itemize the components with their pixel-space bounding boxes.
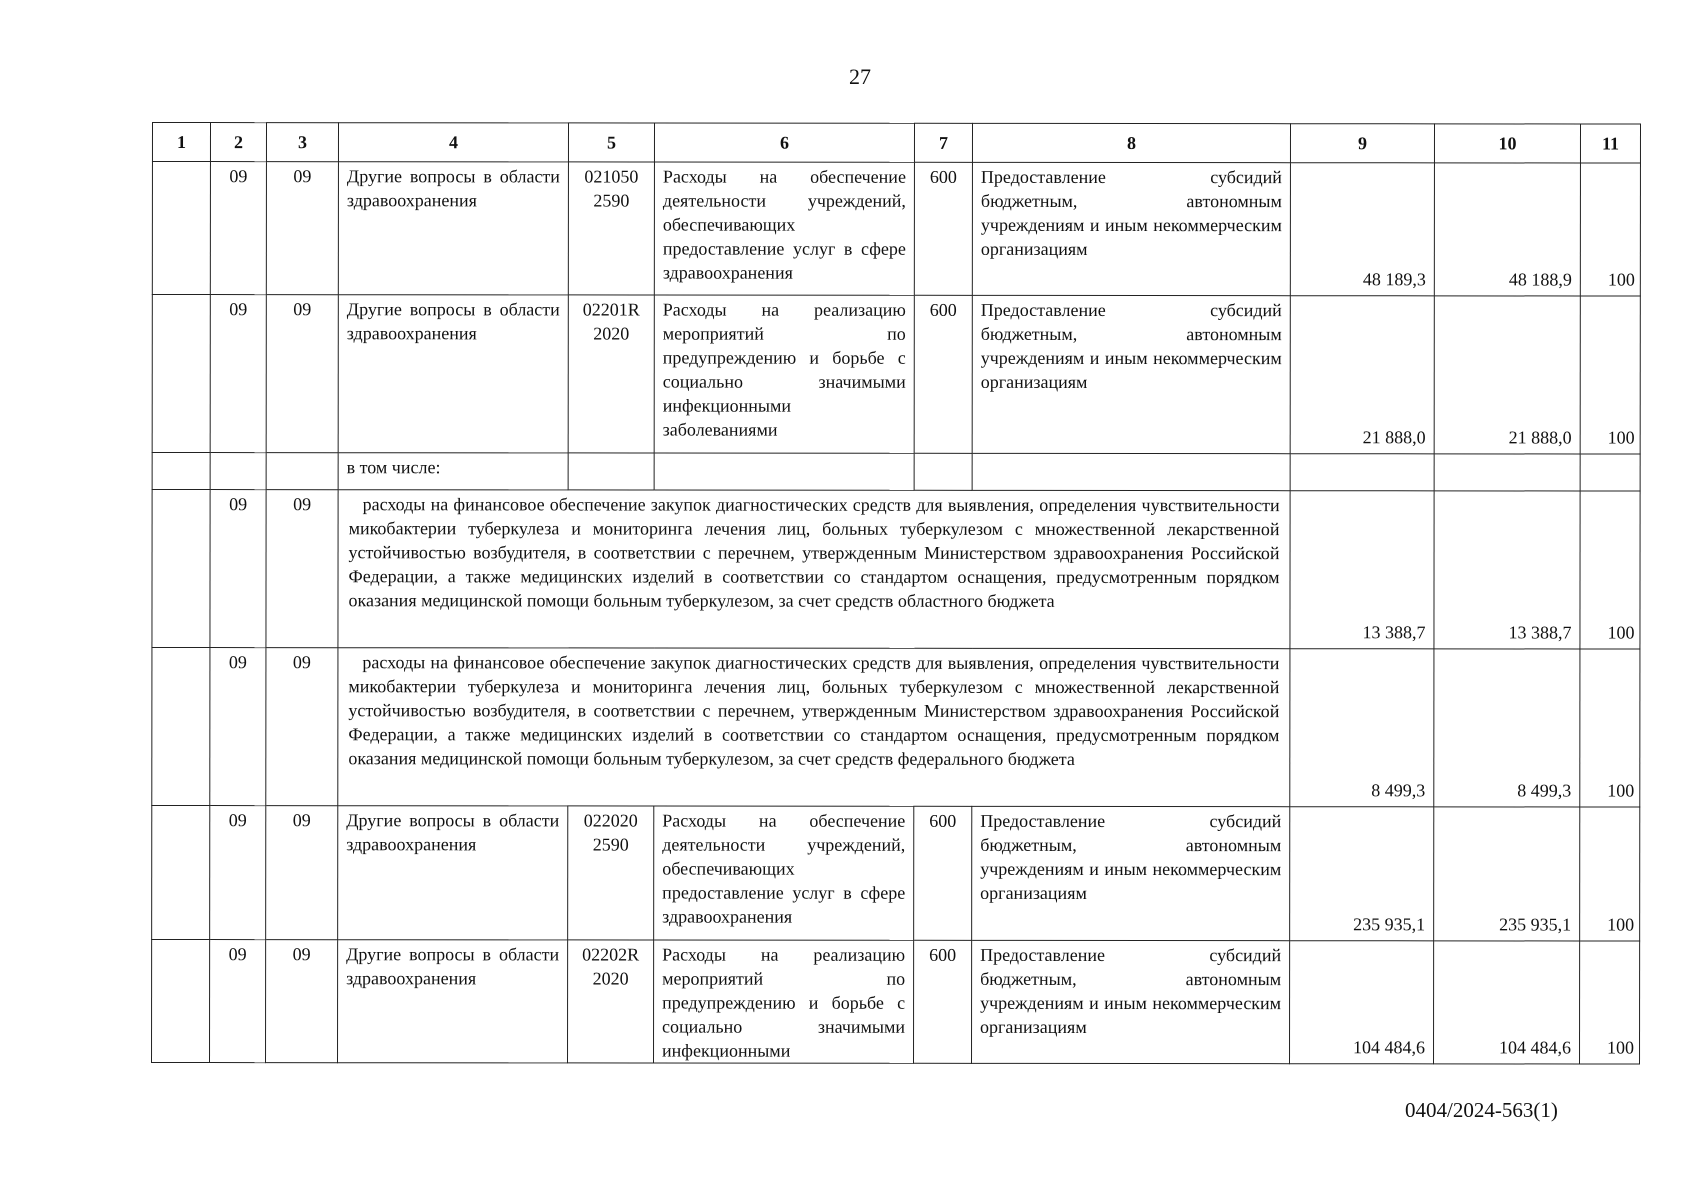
table-row [152, 295, 1640, 455]
cell-empty [152, 453, 210, 490]
cell-expense-type: 600 [914, 940, 972, 1063]
cell-subsection: 09 [266, 295, 338, 453]
cell-section: 09 [210, 806, 266, 940]
table-row [152, 162, 1640, 297]
cell-percent: 100 [1580, 163, 1640, 296]
cell-target-code: 02202R 2020 [568, 940, 654, 1063]
cell-empty [914, 453, 972, 490]
cell-actual-amount: 104 484,6 [1434, 941, 1580, 1064]
cell-target-name: Расходы на обеспечение деятельности учреждений, обеспечивающих предоставление услуг в сфере здравоохранения [654, 806, 914, 940]
cell-section: 09 [210, 940, 266, 1063]
cell-percent: 100 [1580, 807, 1640, 941]
cell-actual-amount: 21 888,0 [1434, 296, 1580, 454]
cell-empty [972, 453, 1290, 490]
cell-description [338, 490, 1290, 649]
cell-plan-amount: 13 388,7 [1290, 491, 1434, 649]
table-row [152, 490, 1640, 650]
cell-description [338, 648, 1290, 807]
table-row [152, 453, 1640, 492]
col-header: 2 [210, 123, 266, 162]
cell-expense-type-name: Предоставление субсидий бюджетным, автономным учреждениям и иным некоммерческим организациям [972, 162, 1290, 295]
cell-target-code: 021050 2590 [568, 162, 654, 295]
cell-subsection: 09 [266, 490, 338, 648]
col-header: 9 [1290, 124, 1434, 163]
cell-percent: 100 [1580, 296, 1640, 454]
cell-actual-amount: 8 499,3 [1434, 649, 1580, 807]
description-text: расходы на финансовое обеспечение закупок диагностических средств для выявления, определения чувствительности микобактерии туберкулеза и мониторинга лечения лиц, больных туберкулезом с множественной лекарственной устойчивостью возбудителя, в соответствии с перечнем, утвержденным Министерством здравоохранения Российской Федерации, а также медицинских изделий в соответствии со стандартом оснащения, предусмотренным порядком оказания медицинской помощи больным туберкулезом, за счет средств областного бюджета [348, 494, 1280, 611]
cell-expense-type-name: Предоставление субсидий бюджетным, автономным учреждениям и иным некоммерческим организациям [972, 806, 1290, 940]
cell-subsection: 09 [266, 940, 338, 1063]
cell-empty [210, 453, 266, 490]
cell-plan-amount: 235 935,1 [1290, 807, 1434, 941]
cell-empty [152, 648, 210, 806]
cell-expense-type: 600 [914, 295, 972, 453]
cell-target-code: 022020 2590 [568, 806, 654, 940]
cell-empty [1290, 454, 1434, 491]
col-header: 8 [972, 123, 1290, 162]
cell-empty [152, 806, 210, 940]
col-header: 7 [914, 123, 972, 162]
cell-plan-amount: 21 888,0 [1290, 296, 1434, 454]
cell-empty [568, 453, 654, 490]
table-row [152, 806, 1640, 942]
cell-actual-amount: 13 388,7 [1434, 491, 1580, 649]
cell-subsection: 09 [266, 648, 338, 806]
cell-section: 09 [210, 295, 266, 453]
table-row [152, 940, 1640, 1065]
cell-including-label: в том числе: [338, 453, 568, 490]
cell-subsection: 09 [266, 162, 338, 295]
col-header: 11 [1580, 124, 1640, 163]
cell-empty [152, 162, 210, 295]
cell-actual-amount: 48 188,9 [1434, 163, 1580, 296]
cell-empty [152, 490, 210, 648]
table-header-row [152, 123, 1640, 164]
cell-plan-amount: 8 499,3 [1290, 649, 1434, 807]
cell-target-name: Расходы на обеспечение деятельности учреждений, обеспечивающих предоставление услуг в сфере здравоохранения [654, 162, 914, 295]
cell-percent: 100 [1580, 649, 1640, 807]
col-header: 6 [654, 123, 914, 162]
col-header: 3 [266, 123, 338, 162]
cell-target-name: Расходы на реализацию мероприятий по предупреждению и борьбе с социально значимыми инфекционными [654, 940, 914, 1063]
cell-target-name: Расходы на реализацию мероприятий по предупреждению и борьбе с социально значимыми инфекционными заболеваниями [654, 295, 914, 453]
cell-section: 09 [210, 162, 266, 295]
col-header: 4 [338, 123, 568, 162]
table-row [152, 648, 1640, 808]
cell-section-name: Другие вопросы в области здравоохранения [338, 806, 568, 940]
cell-empty [1580, 454, 1640, 491]
cell-section-name: Другие вопросы в области здравоохранения [338, 940, 568, 1063]
cell-expense-type-name: Предоставление субсидий бюджетным, автономным учреждениям и иным некоммерческим организациям [972, 940, 1290, 1063]
col-header: 10 [1434, 124, 1580, 163]
cell-section-name: Другие вопросы в области здравоохранения [338, 295, 568, 453]
cell-plan-amount: 48 189,3 [1290, 163, 1434, 296]
budget-table [151, 122, 1641, 1065]
cell-percent: 100 [1580, 491, 1640, 649]
cell-plan-amount: 104 484,6 [1290, 941, 1434, 1064]
cell-empty [1434, 454, 1580, 491]
col-header: 5 [568, 123, 654, 162]
cell-target-code: 02201R 2020 [568, 295, 654, 453]
document-code: 0404/2024-563(1) [1405, 1098, 1558, 1122]
cell-empty [654, 453, 914, 490]
cell-empty [266, 453, 338, 490]
cell-empty [152, 940, 210, 1063]
col-header: 1 [152, 123, 210, 162]
cell-subsection: 09 [266, 806, 338, 940]
cell-percent: 100 [1580, 941, 1640, 1064]
cell-expense-type: 600 [914, 162, 972, 295]
cell-section: 09 [210, 648, 266, 806]
cell-actual-amount: 235 935,1 [1434, 807, 1580, 941]
cell-empty [152, 295, 210, 453]
cell-section: 09 [210, 490, 266, 648]
cell-section-name: Другие вопросы в области здравоохранения [338, 162, 568, 295]
description-text: расходы на финансовое обеспечение закупок диагностических средств для выявления, определения чувствительности микобактерии туберкулеза и мониторинга лечения лиц, больных туберкулезом с множественной лекарственной устойчивостью возбудителя, в соответствии с перечнем, утвержденным Министерством здравоохранения Российской Федерации, а также медицинских изделий в соответствии со стандартом оснащения, предусмотренным порядком оказания медицинской помощи больным туберкулезом, за счет средств федерального бюджета [348, 652, 1280, 769]
page-number: 27 [849, 64, 871, 89]
cell-expense-type-name: Предоставление субсидий бюджетным, автономным учреждениям и иным некоммерческим организациям [972, 295, 1290, 453]
cell-expense-type: 600 [914, 806, 972, 940]
